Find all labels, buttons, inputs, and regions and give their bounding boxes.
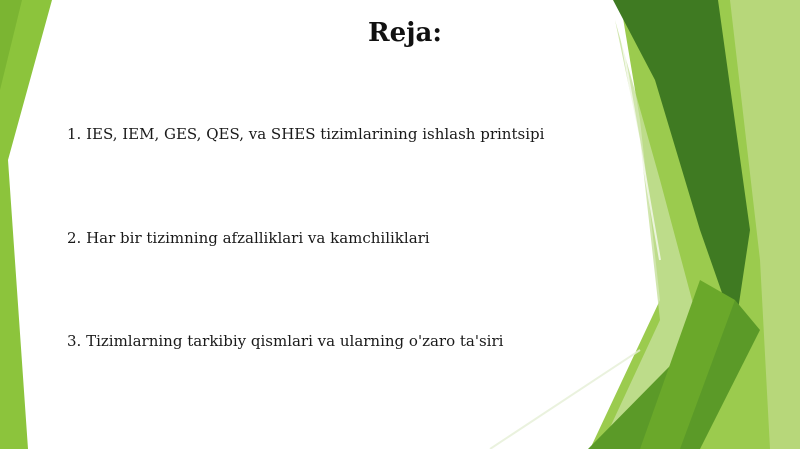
list-item: 3. Tizimlarning tarkibiy qismlari va ularning o'zaro ta'siri [67, 332, 504, 350]
left-accent-shape [0, 0, 52, 449]
slide-title: Reja: [367, 18, 442, 48]
list-item: 2. Har bir tizimning afzalliklari va kamchiliklari [67, 229, 430, 247]
list-item: 1. IES, IEM, GES, QES, va SHES tizimlarining ishlash printsipi [67, 125, 545, 143]
